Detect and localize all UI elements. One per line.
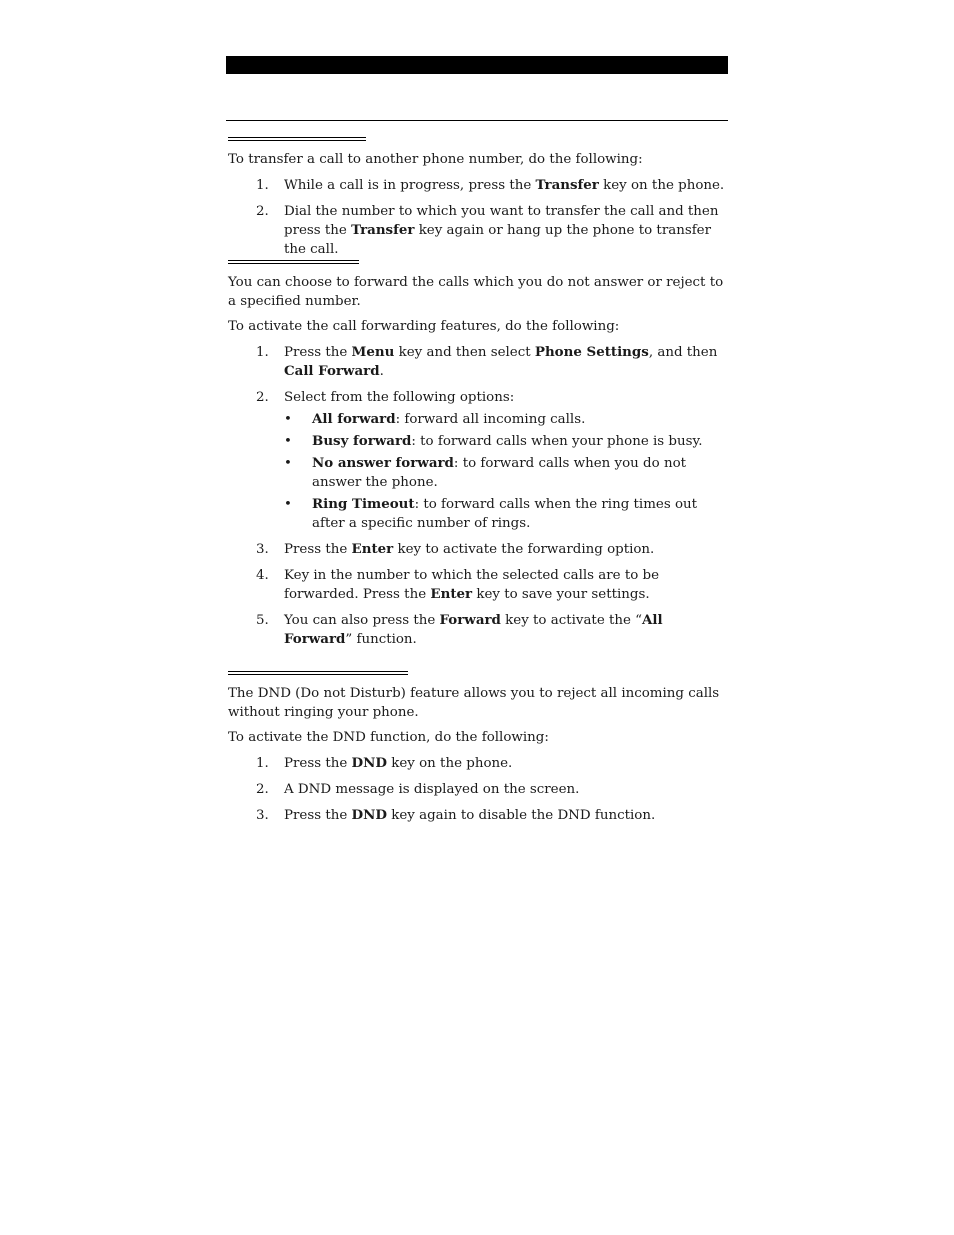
step-text: A DND message is displayed on the screen. <box>284 782 580 797</box>
step-text: Press the <box>284 345 352 360</box>
list-item <box>228 540 728 559</box>
step-text: key and then select <box>394 345 535 360</box>
step-text: key on the phone. <box>387 756 513 771</box>
step-text: ” function. <box>345 632 417 647</box>
dnd-intro: The DND (Do not Disturb) feature allows you to reject all incoming calls without ringing your phone. <box>228 686 720 720</box>
step-text: Press the <box>284 808 352 823</box>
forward-steps <box>228 343 728 649</box>
step-text: key to activate the “ <box>500 613 643 628</box>
option-desc: : to forward calls when your phone is busy. <box>411 434 703 449</box>
list-item <box>228 202 728 259</box>
forward-options <box>284 410 728 533</box>
list-item <box>228 780 728 799</box>
section-call-forward <box>228 260 728 649</box>
step-number: 3. <box>256 542 269 557</box>
forward-intro: You can choose to forward the calls which you do not answer or reject to a specified number. <box>228 275 724 309</box>
bullet-icon: • <box>284 434 292 449</box>
menu-name: Call Forward <box>284 363 380 379</box>
header-bar <box>226 56 728 74</box>
list-item <box>228 754 728 773</box>
option-desc: : to forward calls when you do not answer the phone. <box>312 456 687 490</box>
function-name: All Forward <box>284 612 663 647</box>
section-call-transfer <box>228 137 728 259</box>
list-item <box>284 454 728 492</box>
step-number: 1. <box>256 178 269 193</box>
step-number: 1. <box>256 345 269 360</box>
step-text: Press the <box>284 542 352 557</box>
key-name: DND <box>351 807 387 823</box>
step-text: While a call is in progress, press the <box>284 178 536 193</box>
transfer-intro: To transfer a call to another phone number, do the following: <box>228 152 643 167</box>
menu-name: Phone Settings <box>534 344 649 360</box>
option-name: Busy forward <box>312 433 412 449</box>
header-rule <box>226 120 728 121</box>
option-desc: : to forward calls when the ring times out after a specific number of rings. <box>312 497 698 531</box>
key-name: Transfer <box>351 222 415 238</box>
bullet-icon: • <box>284 412 292 427</box>
list-item <box>228 388 728 533</box>
option-name: Ring Timeout <box>312 496 415 512</box>
key-name: Transfer <box>535 177 599 193</box>
step-text: Dial the number to which you want to transfer the call and then press the <box>284 204 719 238</box>
step-text: key to activate the forwarding option. <box>393 542 655 557</box>
list-item <box>284 495 728 533</box>
step-number: 2. <box>256 204 269 219</box>
list-item <box>228 806 728 825</box>
step-text: . <box>379 364 384 379</box>
step-text: , and then <box>648 345 718 360</box>
transfer-steps <box>228 176 728 259</box>
dnd-steps <box>228 754 728 825</box>
bullet-icon: • <box>284 456 292 471</box>
option-desc: : forward all incoming calls. <box>395 412 586 427</box>
step-number: 3. <box>256 808 269 823</box>
section-heading-rule <box>228 260 359 264</box>
step-text: key to save your settings. <box>472 587 650 602</box>
option-name: All forward <box>312 411 396 427</box>
step-number: 5. <box>256 613 269 628</box>
step-number: 2. <box>256 782 269 797</box>
key-name: Enter <box>351 541 394 557</box>
bullet-icon: • <box>284 497 292 512</box>
list-item <box>284 432 728 451</box>
forward-instruction: To activate the call forwarding features, do the following: <box>228 319 620 334</box>
list-item <box>228 566 728 604</box>
section-heading-rule <box>228 671 408 675</box>
option-name: No answer forward <box>312 455 454 471</box>
step-number: 4. <box>256 568 269 583</box>
key-name: DND <box>351 755 387 771</box>
step-number: 2. <box>256 390 269 405</box>
list-item <box>228 611 728 649</box>
step-text: You can also press the <box>284 613 440 628</box>
step-text: Key in the number to which the selected calls are to be forwarded. Press the <box>284 568 660 602</box>
list-item <box>284 410 728 429</box>
dnd-instruction: To activate the DND function, do the following: <box>228 730 549 745</box>
key-name: Forward <box>439 612 501 628</box>
section-heading-rule <box>228 137 366 141</box>
step-text: Select from the following options: <box>284 390 515 405</box>
step-number: 1. <box>256 756 269 771</box>
section-dnd <box>228 671 728 825</box>
list-item <box>228 343 728 381</box>
list-item <box>228 176 728 195</box>
step-text: Press the <box>284 756 352 771</box>
step-text: key again to disable the DND function. <box>387 808 656 823</box>
step-text: key again or hang up the phone to transfer the call. <box>284 223 711 257</box>
step-text: key on the phone. <box>598 178 725 193</box>
key-name: Menu <box>351 344 395 360</box>
key-name: Enter <box>430 586 473 602</box>
